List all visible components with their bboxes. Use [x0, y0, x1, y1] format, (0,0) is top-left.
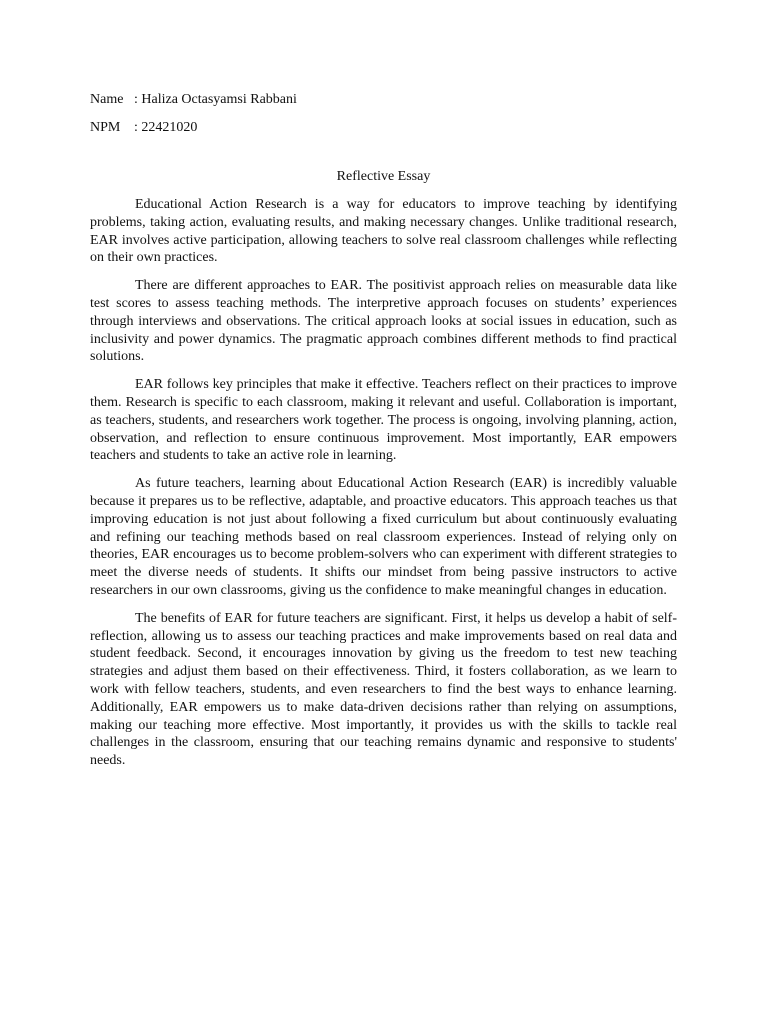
paragraph-1: Educational Action Research is a way for educators to improve teaching by identifying problems, taking action, evaluating results, and making necessary changes. Unlike traditional research, EAR involves active participation, allowing teachers to solve real classroom challenges while reflecting on their own practices. — [90, 197, 677, 266]
paragraph-4: As future teachers, learning about Educational Action Research (EAR) is incredibly valuable because it prepares us to be reflective, adaptable, and proactive educators. This approach teaches us that improving education is not just about following a fixed curriculum but about continuously evaluating and refining our teaching methods based on real classroom experiences. Instead of relying only on theories, EAR encourages us to become problem-solvers who can experiment with different strategies to meet the diverse needs of students. It shifts our mindset from being passive instructors to active researchers in our own classrooms, giving us the confidence to make meaningful changes in education. — [90, 476, 677, 598]
npm-label: NPM — [90, 120, 121, 135]
name-value: : Haliza Octasyamsi Rabbani — [134, 92, 297, 107]
npm-value: : 22421020 — [134, 120, 198, 135]
paragraph-2: There are different approaches to EAR. The positivist approach relies on measurable data like test scores to assess teaching methods. The interpretive approach focuses on students’ experiences through interviews and observations. The critical approach looks at social issues in education, such as inclusivity and power dynamics. The pragmatic approach combines different methods to find practical solutions. — [90, 278, 677, 365]
essay-title: Reflective Essay — [336, 169, 431, 184]
document-page — [90, 91, 677, 780]
name-label: Name — [90, 92, 124, 107]
npm-row — [90, 119, 677, 137]
paragraph-5: The benefits of EAR for future teachers are significant. First, it helps us develop a habit of self-reflection, allowing us to assess our teaching practices and make improvements based on real data and student feedback. Second, it encourages innovation by giving us the freedom to test new teaching strategies and adjust them based on their effectiveness. Third, it fosters collaboration, as we learn to work with fellow teachers, students, and even researchers to find the best ways to enhance learning. Additionally, EAR empowers us to make data-driven decisions rather than relying on assumptions, making our teaching more effective. Most importantly, it provides us with the skills to tackle real challenges in the classroom, ensuring that our teaching remains dynamic and responsive to students' needs. — [90, 610, 677, 769]
paragraph-3: EAR follows key principles that make it effective. Teachers reflect on their practices to improve them. Research is specific to each classroom, making it relevant and useful. Collaboration is important, as teachers, students, and researchers work together. The process is ongoing, involving planning, action, observation, and reflection to ensure continuous improvement. Most importantly, EAR empowers teachers and students to take an active role in learning. — [90, 377, 677, 464]
name-row — [90, 91, 677, 109]
essay-body — [90, 196, 677, 770]
